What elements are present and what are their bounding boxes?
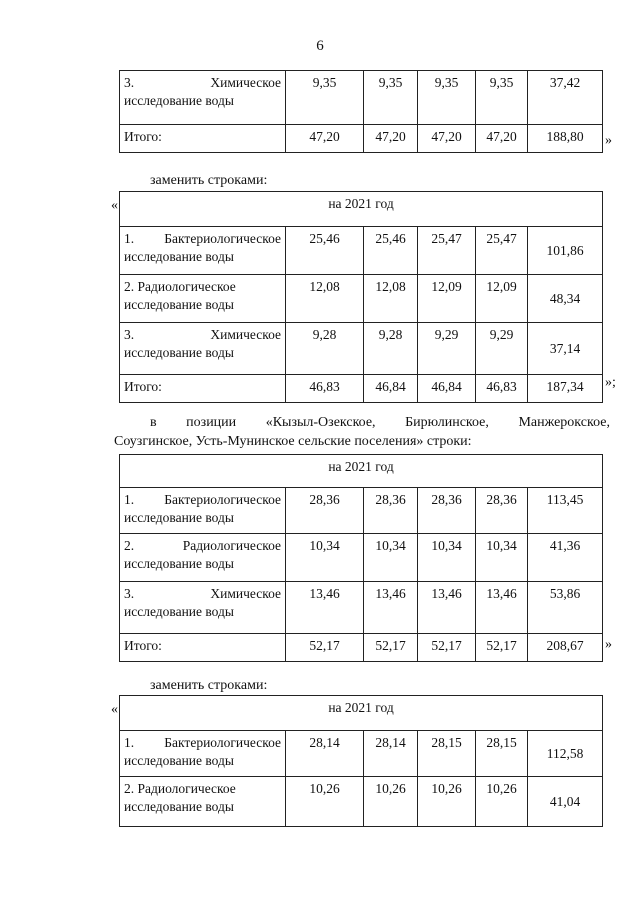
row-label [120, 582, 286, 634]
word: Манжерокское, [518, 415, 610, 430]
table-continued [119, 70, 603, 153]
value-cell: 28,15 [418, 731, 476, 777]
table-row [120, 227, 603, 275]
close-quote: » [605, 133, 612, 148]
value-cell: 28,15 [476, 731, 528, 777]
row-subtitle: исследование воды [124, 93, 234, 108]
year-header: на 2021 год [120, 696, 603, 731]
row-subtitle: исследование воды [124, 604, 234, 619]
value-cell: 47,20 [418, 125, 476, 153]
row-subtitle: исследование воды [124, 297, 234, 312]
table-row [120, 71, 603, 125]
table-row [120, 731, 603, 777]
table-row [120, 582, 603, 634]
row-label [120, 731, 286, 777]
row-number: 1. [124, 492, 135, 507]
total-cell: 41,36 [528, 534, 603, 582]
value-cell: 10,26 [476, 777, 528, 827]
value-cell: 13,46 [476, 582, 528, 634]
row-label [120, 777, 286, 827]
value-cell: 13,46 [364, 582, 418, 634]
word: позиции [186, 415, 237, 430]
open-quote: « [111, 198, 118, 213]
position-paragraph-line-2: Соузгинское, Усть-Мунинское сельские поселения» строки: [114, 434, 472, 449]
total-cell: 187,34 [528, 375, 603, 403]
total-cell: 208,67 [528, 634, 603, 662]
value-cell: 10,26 [418, 777, 476, 827]
table-original-2 [119, 454, 603, 662]
value-cell: 47,20 [476, 125, 528, 153]
row-number: 3. [124, 327, 135, 342]
total-cell: 53,86 [528, 582, 603, 634]
row-label [120, 488, 286, 534]
word: в [150, 415, 157, 430]
position-paragraph-line-1 [150, 415, 610, 431]
value-cell: 28,14 [364, 731, 418, 777]
total-cell: 41,04 [528, 777, 603, 827]
value-cell: 28,36 [476, 488, 528, 534]
value-cell: 52,17 [286, 634, 364, 662]
value-cell: 10,34 [364, 534, 418, 582]
value-cell: 9,29 [418, 323, 476, 375]
value-cell: 12,09 [418, 275, 476, 323]
instruction-text: заменить строками: [150, 678, 268, 693]
value-cell: 10,26 [364, 777, 418, 827]
page-number: 6 [316, 38, 324, 54]
word: «Кызыл-Озекское, [265, 415, 376, 430]
value-cell: 25,46 [364, 227, 418, 275]
value-cell: 28,36 [286, 488, 364, 534]
table-row [120, 777, 603, 827]
instruction-text: заменить строками: [150, 173, 268, 188]
row-subtitle: исследование воды [124, 556, 234, 571]
value-cell: 13,46 [286, 582, 364, 634]
value-cell: 9,35 [418, 71, 476, 125]
row-title: Бактериологическое [164, 231, 281, 246]
table-row [120, 488, 603, 534]
row-number: 3. [124, 75, 135, 90]
value-cell: 13,46 [418, 582, 476, 634]
value-cell: 9,29 [476, 323, 528, 375]
year-header: на 2021 год [120, 192, 603, 227]
year-header: на 2021 год [120, 455, 603, 488]
value-cell: 9,28 [364, 323, 418, 375]
total-cell: 113,45 [528, 488, 603, 534]
table-row [120, 275, 603, 323]
value-cell: 10,26 [286, 777, 364, 827]
value-cell: 10,34 [476, 534, 528, 582]
row-label [120, 323, 286, 375]
value-cell: 47,20 [364, 125, 418, 153]
table-replacement-2 [119, 695, 603, 827]
total-cell: 37,42 [528, 71, 603, 125]
value-cell: 46,83 [286, 375, 364, 403]
value-cell: 46,83 [476, 375, 528, 403]
value-cell: 9,28 [286, 323, 364, 375]
value-cell: 10,34 [286, 534, 364, 582]
value-cell: 52,17 [364, 634, 418, 662]
close-quote: » [605, 637, 612, 652]
row-number: 1. [124, 735, 135, 750]
value-cell: 28,14 [286, 731, 364, 777]
value-cell: 28,36 [364, 488, 418, 534]
row-title: Химическое [210, 327, 281, 342]
row-subtitle: исследование воды [124, 510, 234, 525]
row-title: 2. Радиологическое [124, 279, 236, 294]
value-cell: 10,34 [418, 534, 476, 582]
row-number: 1. [124, 231, 135, 246]
table-header-row [120, 455, 603, 488]
row-subtitle: исследование воды [124, 753, 234, 768]
table-row [120, 323, 603, 375]
total-cell: 37,14 [528, 323, 603, 375]
close-quote: »; [605, 375, 616, 390]
row-label [120, 275, 286, 323]
row-label [120, 227, 286, 275]
total-cell: 101,86 [528, 227, 603, 275]
value-cell: 28,36 [418, 488, 476, 534]
value-cell: 9,35 [476, 71, 528, 125]
value-cell: 47,20 [286, 125, 364, 153]
total-cell: 188,80 [528, 125, 603, 153]
open-quote: « [111, 702, 118, 717]
table-row [120, 534, 603, 582]
row-number: 2. [124, 538, 135, 553]
row-number: 3. [124, 586, 135, 601]
row-label: Итого: [120, 634, 286, 662]
table-header-row [120, 192, 603, 227]
row-label: Итого: [120, 125, 286, 153]
table-replacement-1 [119, 191, 603, 403]
row-title: Бактериологическое [164, 492, 281, 507]
value-cell: 12,08 [286, 275, 364, 323]
table-header-row [120, 696, 603, 731]
row-subtitle: исследование воды [124, 345, 234, 360]
row-title: Радиологическое [182, 538, 281, 553]
row-title: Химическое [210, 75, 281, 90]
row-label [120, 534, 286, 582]
row-title: 2. Радиологическое [124, 781, 236, 796]
row-title: Бактериологическое [164, 735, 281, 750]
row-title: Химическое [210, 586, 281, 601]
value-cell: 9,35 [286, 71, 364, 125]
total-cell: 48,34 [528, 275, 603, 323]
row-subtitle: исследование воды [124, 799, 234, 814]
value-cell: 9,35 [364, 71, 418, 125]
row-subtitle: исследование воды [124, 249, 234, 264]
value-cell: 25,47 [476, 227, 528, 275]
value-cell: 52,17 [418, 634, 476, 662]
word: Бирюлинское, [405, 415, 489, 430]
value-cell: 12,09 [476, 275, 528, 323]
total-row [120, 634, 603, 662]
row-label [120, 71, 286, 125]
value-cell: 52,17 [476, 634, 528, 662]
value-cell: 12,08 [364, 275, 418, 323]
row-label: Итого: [120, 375, 286, 403]
value-cell: 25,47 [418, 227, 476, 275]
total-row [120, 125, 603, 153]
value-cell: 46,84 [364, 375, 418, 403]
total-row [120, 375, 603, 403]
value-cell: 25,46 [286, 227, 364, 275]
total-cell: 112,58 [528, 731, 603, 777]
value-cell: 46,84 [418, 375, 476, 403]
